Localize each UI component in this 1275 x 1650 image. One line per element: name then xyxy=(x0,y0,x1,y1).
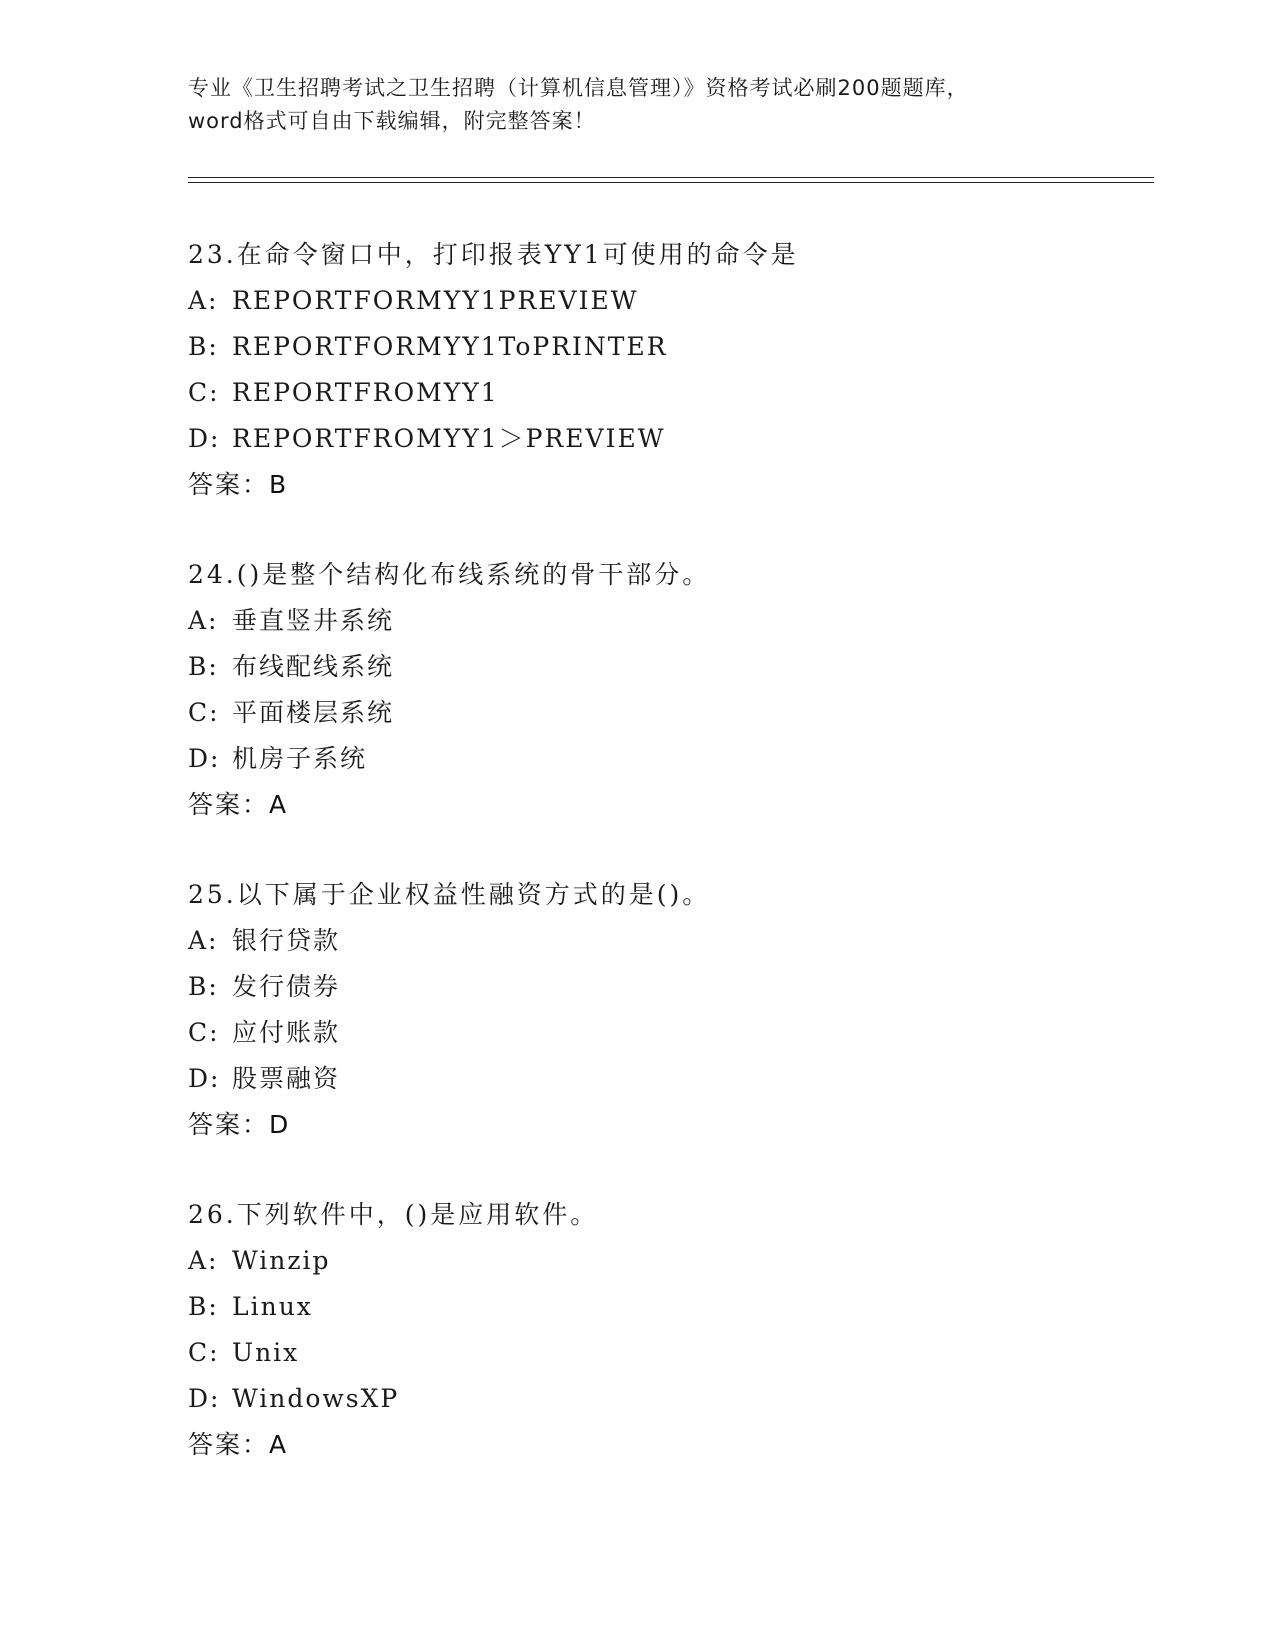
option-label: A: xyxy=(188,926,219,955)
option-a xyxy=(188,598,1148,644)
option-label: D: xyxy=(188,424,221,453)
option-text: 应付账款 xyxy=(232,1018,341,1047)
option-text: 布线配线系统 xyxy=(232,652,395,681)
option-text: 银行贷款 xyxy=(232,926,341,955)
option-d xyxy=(188,1376,1148,1422)
answer-line: 答案：A xyxy=(188,1430,289,1459)
option-d xyxy=(188,416,1148,462)
option-label: B: xyxy=(188,1292,219,1321)
option-a xyxy=(188,918,1148,964)
option-label: D: xyxy=(188,1384,221,1413)
option-label: B: xyxy=(188,332,219,361)
option-text: Unix xyxy=(232,1338,300,1367)
header-line-2: word格式可自由下载编辑，附完整答案！ xyxy=(188,109,596,133)
option-label: C: xyxy=(188,698,220,727)
question-stem: 25.以下属于企业权益性融资方式的是()。 xyxy=(188,880,711,909)
option-label: A: xyxy=(188,286,219,315)
option-label: D: xyxy=(188,1064,221,1093)
answer-line: 答案：B xyxy=(188,470,289,499)
option-text: 发行债券 xyxy=(232,972,341,1001)
question-stem: 23.在命令窗口中，打印报表YY1可使用的命令是 xyxy=(188,240,799,269)
question-24 xyxy=(188,552,1148,872)
option-text: WindowsXP xyxy=(232,1384,400,1413)
option-text: Winzip xyxy=(232,1246,331,1275)
question-list xyxy=(188,232,1148,1512)
option-c xyxy=(188,1330,1148,1376)
option-label: D: xyxy=(188,744,221,773)
option-text: 平面楼层系统 xyxy=(232,698,395,727)
option-a xyxy=(188,1238,1148,1284)
option-label: C: xyxy=(188,1018,220,1047)
option-c xyxy=(188,690,1148,736)
option-b xyxy=(188,964,1148,1010)
option-c xyxy=(188,370,1148,416)
option-b xyxy=(188,644,1148,690)
question-25 xyxy=(188,872,1148,1192)
document-header xyxy=(188,72,1088,138)
option-label: A: xyxy=(188,606,219,635)
option-text: REPORTFORMYY1PREVIEW xyxy=(232,286,639,315)
option-text: 股票融资 xyxy=(232,1064,341,1093)
option-text: Linux xyxy=(232,1292,313,1321)
option-label: A: xyxy=(188,1246,219,1275)
question-stem: 26.下列软件中，()是应用软件。 xyxy=(188,1200,599,1229)
question-stem: 24.()是整个结构化布线系统的骨干部分。 xyxy=(188,560,711,589)
option-d xyxy=(188,1056,1148,1102)
option-text: REPORTFROMYY1 xyxy=(232,378,499,407)
question-26 xyxy=(188,1192,1148,1512)
option-text: REPORTFORMYY1ToPRINTER xyxy=(232,332,668,361)
option-label: B: xyxy=(188,652,219,681)
option-label: B: xyxy=(188,972,219,1001)
answer-line: 答案：A xyxy=(188,790,289,819)
option-c xyxy=(188,1010,1148,1056)
option-a xyxy=(188,278,1148,324)
option-text: 机房子系统 xyxy=(232,744,368,773)
option-b xyxy=(188,324,1148,370)
option-label: C: xyxy=(188,378,220,407)
question-23 xyxy=(188,232,1148,552)
header-divider-top xyxy=(188,177,1154,178)
answer-line: 答案：D xyxy=(188,1110,291,1139)
option-label: C: xyxy=(188,1338,220,1367)
option-text: REPORTFROMYY1＞PREVIEW xyxy=(232,424,666,453)
option-d xyxy=(188,736,1148,782)
option-b xyxy=(188,1284,1148,1330)
header-divider-bottom xyxy=(188,182,1154,183)
header-line-1: 专业《卫生招聘考试之卫生招聘（计算机信息管理）》资格考试必刷200题题库， xyxy=(188,76,969,100)
option-text: 垂直竖井系统 xyxy=(232,606,395,635)
